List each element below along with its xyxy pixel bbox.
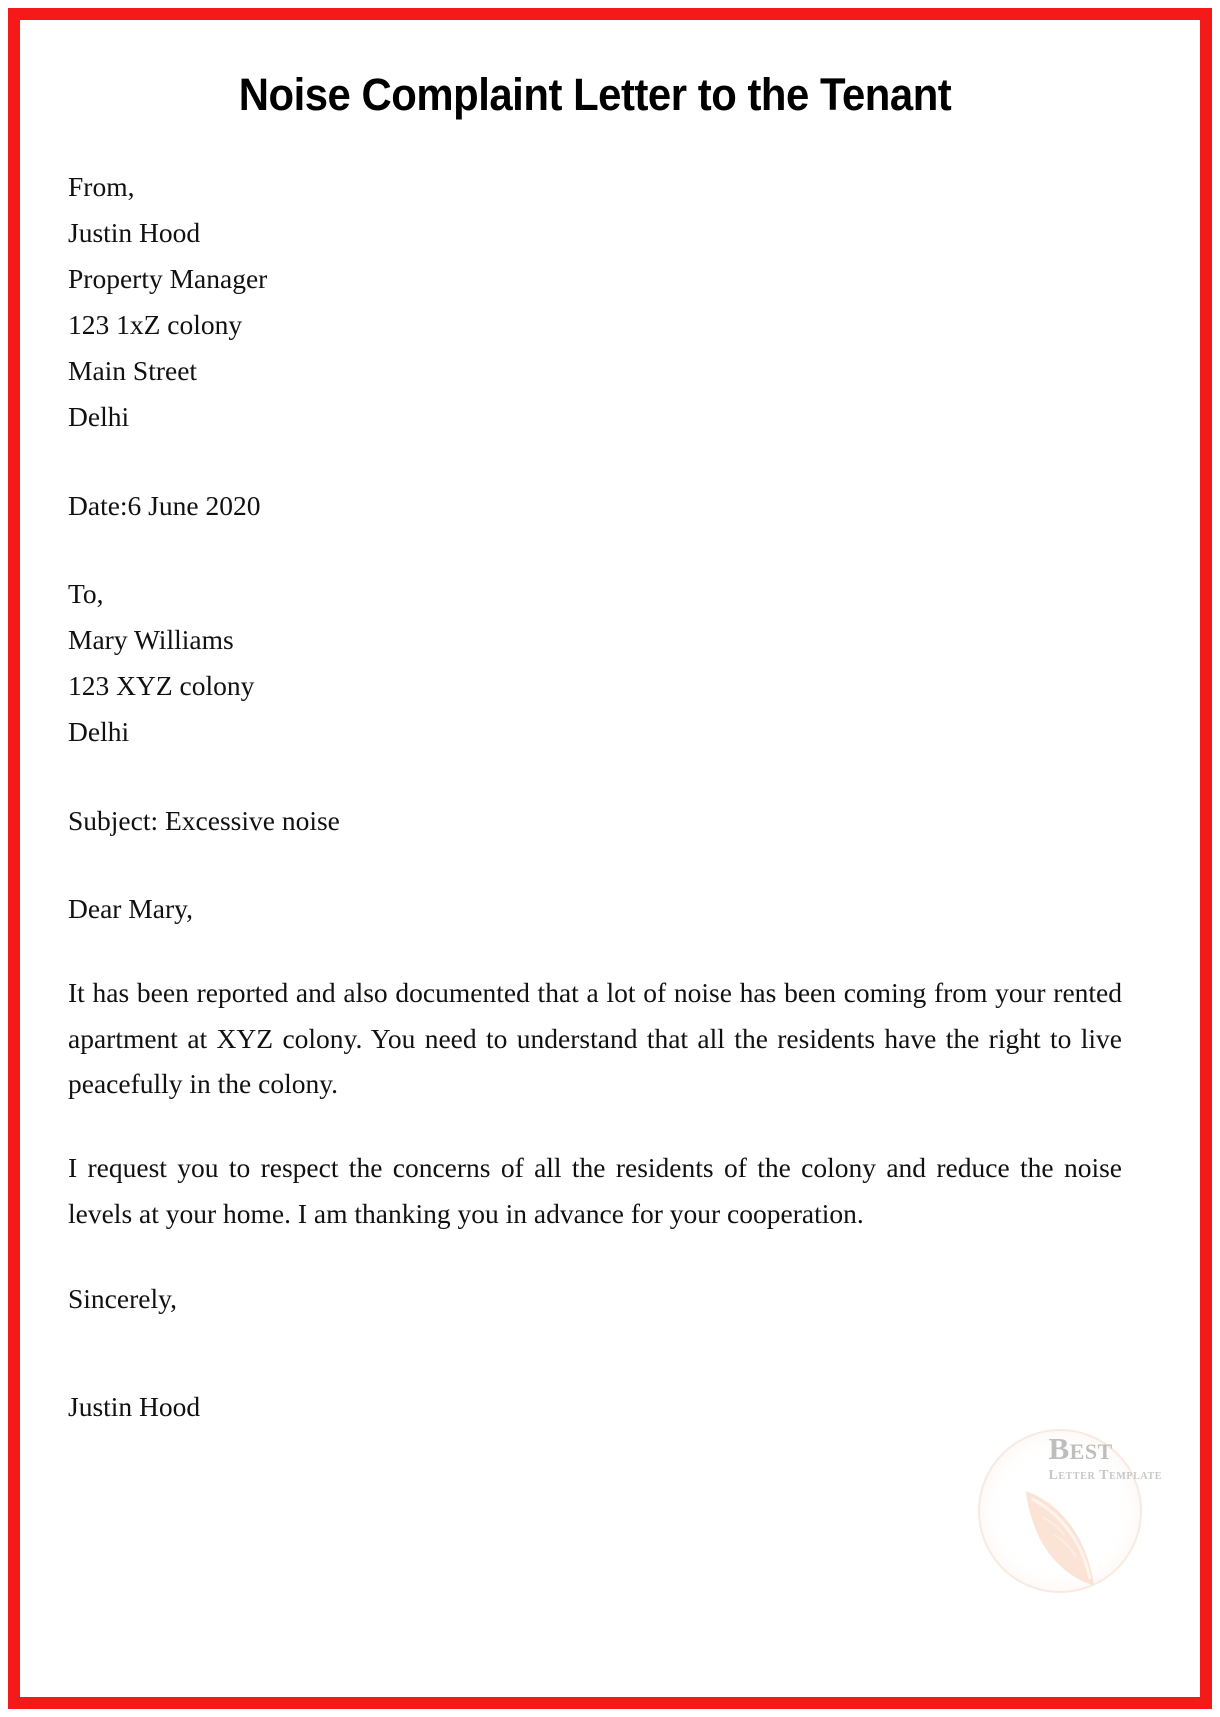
spacer-after-subject: [68, 844, 1122, 886]
sender-address-line-2: Main Street: [68, 355, 198, 387]
signature-name: Justin Hood: [68, 1391, 201, 1423]
body-paragraph-2: I request you to respect the concerns of all the residents of the colony and reduce the noise levels at your home. I am thanking you in advance for your cooperation.: [68, 1151, 1122, 1229]
spacer-after-sender: [68, 441, 1122, 483]
spacer-after-salutation: [68, 932, 1122, 970]
spacer-after-date: [68, 529, 1122, 571]
letter-sheet: [20, 20, 1200, 1697]
recipient-name: Mary Williams: [68, 624, 234, 655]
recipient-block: [68, 571, 1122, 756]
salutation-line: Dear Mary,: [68, 892, 193, 924]
sender-from-label: From,: [68, 170, 135, 202]
sender-block: [68, 164, 1122, 441]
sender-role: Property Manager: [68, 262, 268, 294]
date-line: Date:6 June 2020: [68, 489, 261, 521]
spacer-after-recipient: [68, 756, 1122, 798]
body-paragraph-1: It has been reported and also documented that a lot of noise has been coming from your rented apartment at XYZ colony. You need to understand that all the residents have the right to live peacefully in the colony.: [68, 976, 1122, 1100]
sender-address-line-1: 123 1xZ colony: [68, 309, 243, 341]
watermark-tagline: Letter Template: [1048, 1468, 1162, 1483]
recipient-address-line-1: 123 XYZ colony: [68, 670, 255, 702]
sender-city: Delhi: [68, 401, 130, 433]
sender-name: Justin Hood: [68, 216, 201, 248]
watermark-brand: Best: [1048, 1431, 1113, 1466]
recipient-city: Delhi: [68, 716, 130, 748]
subject-line: Subject: Excessive noise: [68, 804, 340, 836]
page-title: Noise Complaint Letter to the Tenant: [238, 69, 952, 120]
letter-body: [68, 164, 1122, 1431]
recipient-to-label: To,: [68, 577, 104, 609]
closing-line: Sincerely,: [68, 1283, 177, 1315]
